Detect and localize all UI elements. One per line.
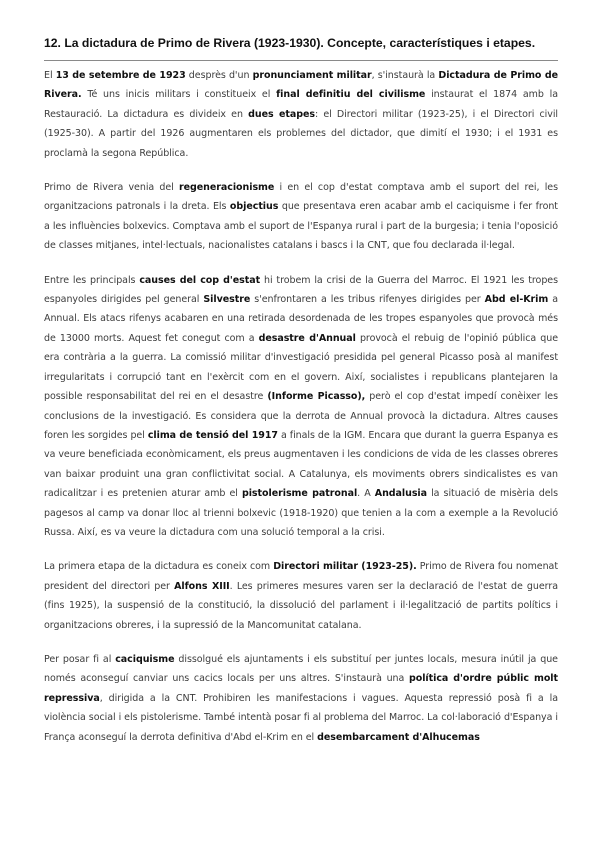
- document-title: 12. La dictadura de Primo de Rivera (1923-1930). Concepte, característiques i etapes.: [44, 36, 536, 50]
- text-run: s'enfrontaren a les tribus rifenyes dirigides per: [250, 294, 485, 306]
- text-run: El: [44, 70, 56, 81]
- bold-term: dues etapes: [248, 108, 316, 120]
- paragraph-3: [44, 271, 558, 543]
- text-run: Primo de Rivera fou nomenat president del directori per: [44, 561, 559, 592]
- bold-term: Dictadura de Primo de Rivera.: [44, 70, 558, 101]
- text-run: Té uns inicis militars i constitueix el: [81, 89, 277, 101]
- bold-term: objectius: [229, 201, 279, 213]
- text-run: , dirigida a la CNT. Prohibiren les manifestacions i vagues. Aquesta repressió posà fi a la violència social i els pistolerisme. També intentà posar fi al problema del Marroc. La col·laboració d'Espanya i França aconseguí la derrota definitiva d'Abd el-Krim en el: [44, 692, 558, 743]
- text-run: : el Directori militar (1923-25), i el Directori civil (1925-30). A partir del 1926 augmentaren els problemes del dictador, que dimití el 1930; i el 1931 es proclamà la segona República.: [44, 108, 558, 159]
- paragraph-5: [44, 650, 558, 747]
- text-run: , s'instaurà la: [371, 70, 439, 81]
- text-run: la situació de misèria dels pagesos al camp va donar lloc al trienni bolxevic (1918-1920) que tenien a la com a exemple a la Revolució Russa. Així, es va veure la dictadura com una solució temporal a la crisi.: [44, 488, 559, 538]
- text-run: Primo de Rivera venia del: [44, 182, 179, 194]
- bold-term: Abd el-Krim: [484, 294, 549, 306]
- paragraph-2: [44, 178, 558, 256]
- paragraph-1: [44, 66, 558, 163]
- text-run: Entre les principals: [44, 274, 140, 286]
- bold-term: política d'ordre públic molt repressiva: [44, 673, 558, 704]
- paragraph-4: [44, 557, 558, 635]
- text-run: que presentava eren acabar amb el caciquisme i fer front a les influències bolxevics. Comptava amb el suport de l'Espanya rural i part de la burgesia; i tenia l'oposició de classes mitjanes, intel·lectuals, nacionalistes catalans i bascs i la CNT, que fou declarada il·legal.: [44, 201, 558, 252]
- bold-term: regeneracionisme: [179, 182, 275, 194]
- document-body: [44, 66, 558, 762]
- text-run: . A: [357, 488, 375, 500]
- text-run: hi trobem la crisi de la Guerra del Marroc. El 1921 les tropes espanyoles dirigides pel general: [44, 274, 558, 306]
- bold-term: desastre d'Annual: [258, 332, 356, 344]
- text-run: Per posar fi al: [44, 653, 116, 665]
- text-run: dissolgué els ajuntaments i els substituí per juntes locals, mesura inútil ja que només aconseguí canviar uns cacics locals per uns altres. S'instaurà una: [44, 653, 558, 685]
- text-run: a finals de la IGM. Encara que durant la guerra Espanya es va veure beneficiada econòmicament, els preus augmentaven i les condicions de vida de les classes obreres van baixar produint una gran conflictivitat social. A Catalunya, els moviments obrers sindicalistes es van radicalitzar i es pretenien aturar amb el: [44, 429, 559, 500]
- bold-term: Silvestre: [203, 294, 251, 306]
- bold-term: pronunciament militar: [252, 70, 372, 81]
- text-run: . Les primeres mesures varen ser la declaració de l'estat de guerra (fins 1925), la suspensió de la constitució, la dissolució del parlament i il·legalització de partits polítics i organitzacions obreres, i la supressió de la Mancomunitat catalana.: [44, 580, 558, 631]
- bold-term: 13 de setembre de 1923: [55, 70, 186, 81]
- text-run: instaurat el 1874 amb la Restauració. La dictadura es divideix en: [44, 89, 558, 120]
- bold-term: final definitiu del civilisme: [276, 89, 426, 101]
- bold-term: caciquisme: [115, 653, 175, 665]
- text-run: provocà el rebuig de l'opinió pública que era contrària a la guerra. La comissió militar d'investigació presidida pel general Picasso posà al manifest irregularitats i corrupció tant en l'exèrcit com en el govern. Així, socialistes i republicans plantejaren la possible responsabilitat del rei en el desastre: [44, 332, 559, 403]
- text-run: i en el cop d'estat comptava amb el suport del rei, les organitzacions patronals i la dreta. Els: [44, 182, 558, 213]
- bold-term: Andalusia: [374, 488, 427, 500]
- text-run: La primera etapa de la dictadura es coneix com: [44, 561, 274, 573]
- bold-term: causes del cop d'estat: [139, 274, 261, 286]
- text-run: desprès d'un: [185, 70, 253, 81]
- bold-term: pistolerisme patronal: [241, 488, 358, 500]
- text-run: però el cop d'estat impedí conèixer les conclusions de la investigació. Es considera que la derrota de Annual provocà la dictadura. Altres causes foren les sorgides pel: [44, 391, 558, 441]
- bold-term: Directori militar (1923-25).: [273, 561, 417, 573]
- bold-term: (Informe Picasso),: [267, 391, 366, 403]
- title-divider: [44, 60, 558, 61]
- text-run: a Annual. Els atacs rifenys acabaren en una retirada desordenada de les tropes espanyoles que provocà més de 13000 morts. Aquest fet conegut com a: [44, 294, 558, 344]
- bold-term: Alfons XIII: [174, 580, 230, 592]
- bold-term: clima de tensió del 1917: [147, 429, 278, 441]
- bold-term: desembarcament d'Alhucemas: [317, 731, 480, 743]
